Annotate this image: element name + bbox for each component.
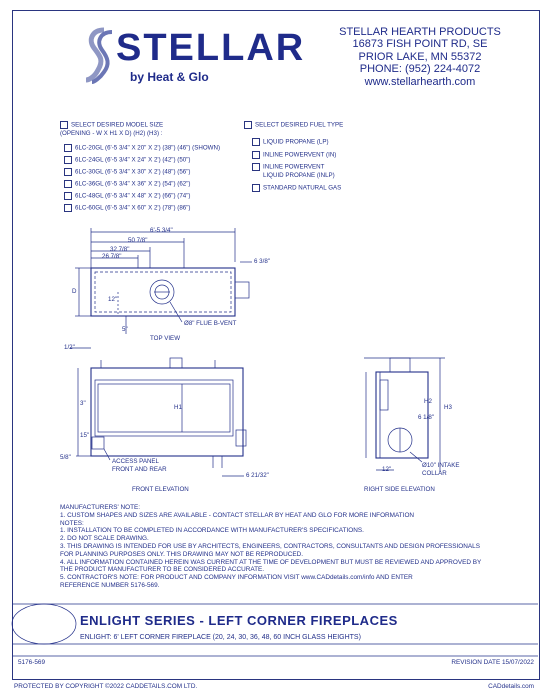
caddetails-link[interactable]: CADdetails.com [488, 683, 534, 690]
note-line: REFERENCE NUMBER 5176-569. [60, 581, 160, 589]
model-select-subheading: (OPENING - W X H1 X D) (H2) (H3) : [60, 130, 163, 137]
model-option-label: 6LC-24GL (6'-5 3/4" X 24" X 2') (42") (50") [75, 156, 191, 164]
front-elevation-label: FRONT ELEVATION [132, 486, 189, 493]
model-option-label: 6LC-36GL (6'-5 3/4" X 36" X 2') (54") (62") [75, 180, 191, 188]
note-line: THE PRODUCT MANUFACTURER TO BE CONSIDERED ACCURATE. [60, 566, 265, 574]
company-phone: PHONE: (952) 224-4072 [359, 63, 481, 76]
dim-26-7-8: 26 7/8" [102, 253, 122, 260]
dim-50-7-8: 50 7/8" [128, 237, 148, 244]
company-website: www.stellarhearth.com [364, 75, 476, 88]
dim-D: D [72, 288, 77, 295]
note-line: 2. DO NOT SCALE DRAWING. [60, 535, 149, 543]
dim-5: 5" [122, 326, 128, 333]
top-view-drawing [75, 228, 252, 334]
dim-32-7-8: 32 7/8" [110, 246, 130, 253]
dim-6-21-32: 6 21/32" [246, 472, 269, 479]
note-line: 5. CONTRACTOR'S NOTE: FOR PRODUCT AND COMPANY INFORMATION VISIT www.CADdetails.com/info AND ENTER [60, 574, 413, 582]
fuel-option-label: LIQUID PROPANE (INLP) [263, 171, 335, 179]
dim-overall-width: 6'-5 3/4" [150, 227, 173, 234]
note-line: FOR PLANNING PURPOSES ONLY. THIS DRAWING MAY NOT BE REPRODUCED. [60, 550, 304, 558]
top-view-label: TOP VIEW [150, 335, 181, 342]
company-name: STELLAR HEARTH PRODUCTS [339, 26, 501, 38]
company-address-line1: 16873 FISH POINT RD, SE [352, 38, 488, 51]
model-option-label: 6LC-60GL (6'-5 3/4" X 60" X 2') (78") (86") [75, 204, 191, 212]
access-panel-label: ACCESS PANEL FRONT AND REAR [112, 458, 167, 473]
front-elevation-drawing [70, 348, 246, 476]
dim-H2: H2 [424, 398, 432, 405]
note-lines [60, 527, 500, 589]
fuel-select-heading: SELECT DESIRED FUEL TYPE [244, 121, 343, 130]
revision-date: REVISION DATE 15/07/2022 [451, 659, 534, 666]
dim-12-side: 12" [382, 466, 392, 473]
intake-label: Ø10" INTAKE COLLAR [422, 462, 460, 477]
dim-3: 3" [80, 400, 86, 407]
side-elevation-label: RIGHT SIDE ELEVATION [364, 486, 435, 493]
dim-12-top: 12" [108, 296, 118, 303]
note-line: 4. ALL INFORMATION CONTAINED HEREIN WAS CURRENT AT THE TIME OF DEVELOPMENT BUT MUST BE REVIEWED AND APPROVED BY [60, 558, 482, 566]
dim-6-3-8: 6 3/8" [254, 258, 270, 265]
sheet-title: ENLIGHT SERIES - LEFT CORNER FIREPLACES [80, 613, 398, 628]
copyright-notice: PROTECTED BY COPYRIGHT ©2022 CADDETAILS.COM LTD. [14, 683, 198, 690]
model-option-label: 6LC-48GL (6'-5 3/4" X 48" X 2') (66") (74") [75, 192, 191, 200]
fuel-option-label: STANDARD NATURAL GAS [263, 184, 342, 192]
dim-15: 15" [80, 432, 90, 439]
note-line: 1. CUSTOM SHAPES AND SIZES ARE AVAILABLE - CONTACT STELLAR BY HEAT AND GLO FOR MORE INFORMATION [60, 511, 415, 519]
company-address-line2: PRIOR LAKE, MN 55372 [358, 50, 482, 63]
logo-wordmark: STELLAR [116, 27, 306, 69]
fuel-option-label: INLINE POWERVENT (IN) [263, 151, 337, 159]
dim-5-8: 5/8" [60, 454, 71, 461]
mfr-note-heading: MANUFACTURERS' NOTE: [60, 504, 141, 511]
sheet-subtitle: ENLIGHT: 6' LEFT CORNER FIREPLACE (20, 24, 30, 36, 48, 60 INCH GLASS HEIGHTS) [80, 634, 361, 641]
mfr-note-lines [60, 512, 500, 520]
model-select-heading: SELECT DESIRED MODEL SIZE [60, 121, 163, 130]
dim-H1: H1 [174, 404, 182, 411]
notes-heading: NOTES: [60, 519, 84, 527]
model-option-label: 6LC-20GL (6'-5 3/4" X 20" X 2') (38") (46") (SHOWN) [75, 144, 221, 152]
dim-6-1-8: 6 1/8" [418, 414, 434, 421]
dim-half-inch: 1/2" [64, 344, 75, 351]
dim-H3: H3 [444, 404, 452, 411]
logo-tagline: by Heat & Glo [130, 70, 209, 84]
fuel-option-label: LIQUID PROPANE (LP) [263, 138, 329, 146]
notes-section [60, 504, 500, 590]
model-option-label: 6LC-30GL (6'-5 3/4" X 30" X 2') (48") (56") [75, 168, 191, 176]
note-line: 3. THIS DRAWING IS INTENDED FOR USE BY ARCHITECTS, ENGINEERS, CONTRACTORS, CONSULTANTS AND DESIGN PROFESSIONALS [60, 542, 480, 550]
reference-number: 5176-569 [18, 659, 46, 666]
note-line: 1. INSTALLATION TO BE COMPLETED IN ACCORDANCE WITH MANUFACTURER'S SPECIFICATIONS. [60, 527, 364, 535]
fuel-option-label: INLINE POWERVENT [263, 163, 325, 171]
flue-label: Ø8" FLUE B-VENT [184, 320, 237, 327]
